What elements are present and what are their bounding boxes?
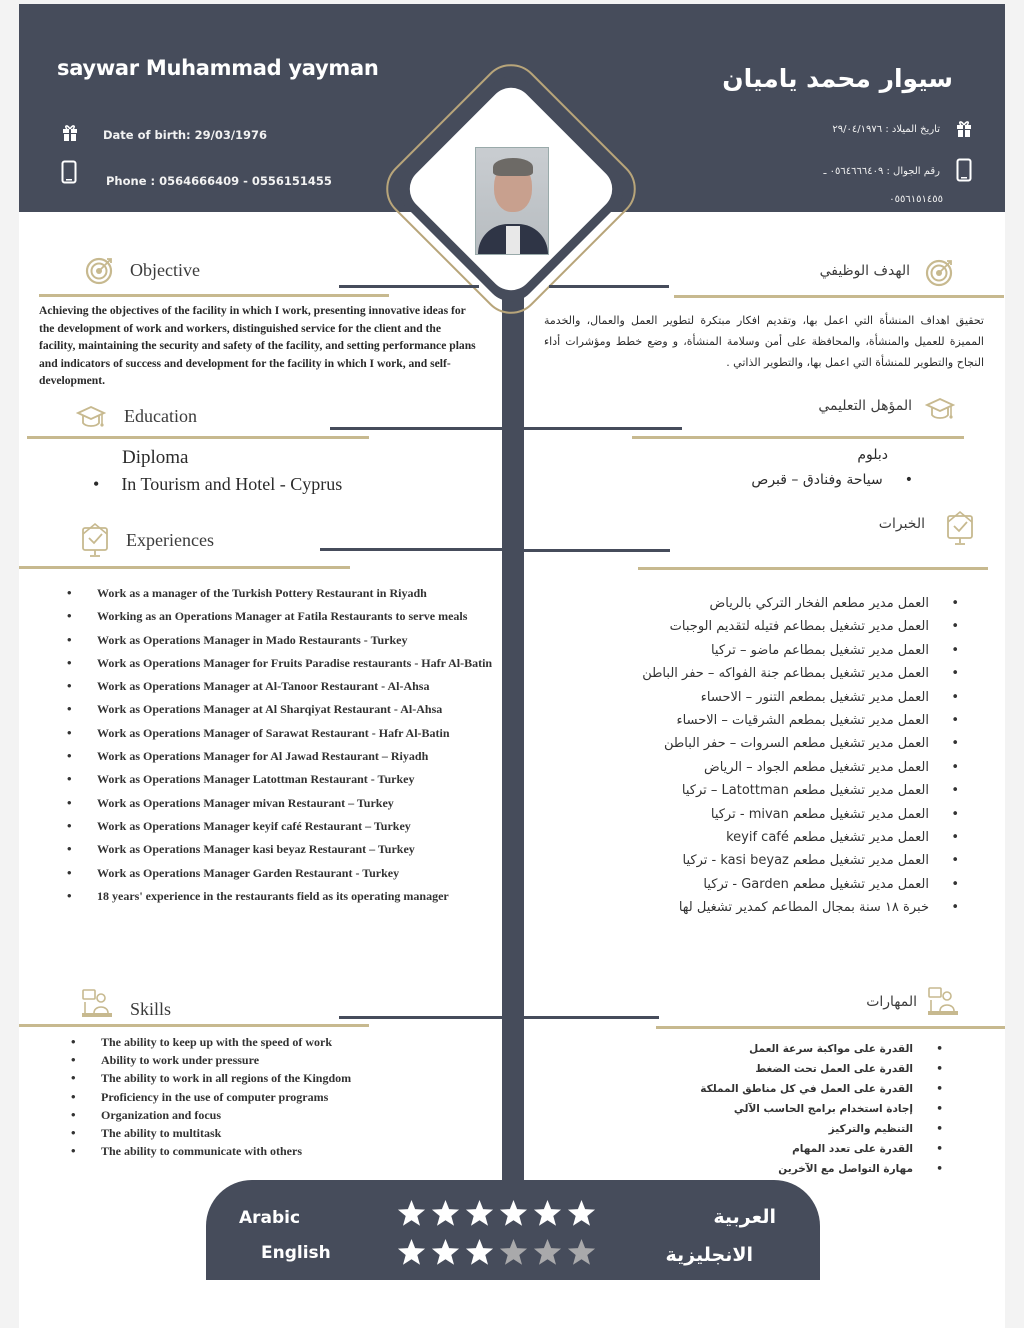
degree-ar: دبلوم xyxy=(857,447,888,463)
languages-panel xyxy=(206,1180,820,1280)
experience-item-en: • Working as an Operations Manager at Fatila Restaurants to serve meals xyxy=(67,607,492,630)
objective-accent-en xyxy=(339,285,479,288)
date-of-birth-en: Date of birth: 29/03/1976 xyxy=(103,128,268,142)
experiences-divider-en xyxy=(19,566,350,569)
experience-item-en: • Work as Operations Manager at Al-Tanoor Restaurant - Al-Ahsa xyxy=(67,677,492,700)
star-filled-icon xyxy=(396,1198,427,1229)
experience-item-en: • Work as Operations Manager at Al Sharqiyat Restaurant - Al-Ahsa xyxy=(67,700,492,723)
experience-item-ar: • العمل مدير تشغيل مطعم السروات – حفر الباطن xyxy=(642,733,959,756)
experience-item-en: • Work as Operations Manager in Mado Restaurants - Turkey xyxy=(67,631,492,654)
skills-divider-ar xyxy=(656,1026,1005,1029)
skill-item-ar: • التنظيم والتركيز xyxy=(700,1120,943,1140)
center-spine xyxy=(502,254,524,1184)
skills-title-ar: المهارات xyxy=(866,994,917,1010)
skills-list-en xyxy=(71,1034,351,1161)
star-filled-icon xyxy=(430,1198,461,1229)
presenter-icon xyxy=(927,986,959,1016)
skills-list-ar xyxy=(700,1040,943,1180)
objective-text-en: Achieving the objectives of the facility in which I work, presenting innovative ideas for the development of work and workers, distinguished service for the client and the facility, maintaining the security and safety of the facility, and setting performance plans and indicators of success and development for the facility in which I work, and self-development. xyxy=(39,304,476,387)
education-divider-ar xyxy=(632,436,964,439)
skill-item-en: • The ability to communicate with others xyxy=(71,1143,351,1161)
star-filled-icon xyxy=(498,1198,529,1229)
experience-item-en: • Work as Operations Manager Latottman Restaurant - Turkey xyxy=(67,770,492,793)
experience-item-ar: • العمل مدير تشغيل مطعم Garden - تركيا xyxy=(642,874,959,897)
english-rating xyxy=(396,1237,597,1268)
star-filled-icon xyxy=(532,1198,563,1229)
degree-field-en-text: In Tourism and Hotel - Cyprus xyxy=(121,474,343,494)
experience-item-en: • Work as Operations Manager for Fruits Paradise restaurants - Hafr Al-Batin xyxy=(67,654,492,677)
profile-photo xyxy=(475,147,549,255)
experiences-list-en xyxy=(67,584,492,910)
experiences-title-en: Experiences xyxy=(126,530,214,550)
skills-accent-en xyxy=(339,1016,502,1019)
experiences-list-ar xyxy=(642,593,959,920)
degree-field-ar: •سياحة وفنادق – قبرص xyxy=(751,472,913,488)
skill-item-en: • Ability to work under pressure xyxy=(71,1052,351,1070)
experiences-divider-ar xyxy=(638,567,988,570)
objective-accent-ar xyxy=(549,285,669,288)
experience-item-ar: • العمل مدير تشغيل مطعم keyif café xyxy=(642,827,959,850)
experience-item-ar: • العمل مدير تشغيل بمطعم التنور – الاحساء xyxy=(642,687,959,710)
name-arabic: سيوار محمد ياميان xyxy=(722,64,953,93)
experience-item-ar: • العمل مدير مطعم الفخار التركي بالرياض xyxy=(642,593,959,616)
experiences-title-ar: الخبرات xyxy=(878,516,925,532)
star-filled-icon xyxy=(396,1237,427,1268)
experience-item-ar: • العمل مدير تشغيل بمطعم الشرقيات – الاحساء xyxy=(642,710,959,733)
experience-item-ar: • العمل مدير تشغيل مطعم Latottman – تركيا xyxy=(642,780,959,803)
skill-item-ar: • مهارة التواصل مع الآخرين xyxy=(700,1160,943,1180)
education-accent-en xyxy=(330,427,502,430)
phone-ar-second: ٠٥٥٦١٥١٤٥٥ xyxy=(889,194,943,205)
experience-item-en: • Work as Operations Manager of Sarawat Restaurant - Hafr Al-Batin xyxy=(67,724,492,747)
experience-item-ar: • العمل مدير تشغيل بمطاعم فتيله لتقديم الوجبات xyxy=(642,616,959,639)
education-accent-ar xyxy=(524,427,682,430)
presenter-icon xyxy=(81,988,113,1018)
mobile-phone-icon xyxy=(61,160,77,184)
skill-item-en: • The ability to work in all regions of the Kingdom xyxy=(71,1070,351,1088)
skill-item-ar: • القدرة على مواكبة سرعة العمل xyxy=(700,1040,943,1060)
resume-page xyxy=(19,4,1005,1328)
experience-item-ar: • خبرة ١٨ سنة بمجال المطاعم كمدير تشغيل لها xyxy=(642,897,959,920)
arabic-rating xyxy=(396,1198,597,1229)
language-label-ar: العربية xyxy=(713,1206,776,1228)
experiences-accent-en xyxy=(320,548,502,551)
graduation-cap-icon xyxy=(925,394,955,424)
star-empty-icon xyxy=(532,1237,563,1268)
certificate-monitor-icon xyxy=(945,510,975,546)
objective-text-ar: تحقيق اهداف المنشأة التي اعمل بها، وتقديم افكار مبتكرة لتطوير العمل والعمال، والخدمة المميزة للعميل والمنشأة، والمحافظة على أمن وسلامة المنشأة، و وضع خطط ومؤشرات أداء النجاح والتطوير للمنشأة التي اعمل بها، والتطوير الذاتي . xyxy=(544,314,984,369)
gift-icon xyxy=(956,118,972,138)
experience-item-ar: • العمل مدير تشغيل مطعم mivan - تركيا xyxy=(642,804,959,827)
education-title-ar: المؤهل التعليمي xyxy=(818,398,912,414)
skill-item-en: • Organization and focus xyxy=(71,1107,351,1125)
skills-title-en: Skills xyxy=(130,999,172,1019)
degree-en: Diploma xyxy=(122,447,189,468)
skill-item-ar: • القدرة على العمل تحت الضغط xyxy=(700,1060,943,1080)
objective-divider-en xyxy=(39,294,389,297)
experience-item-en: • Work as a manager of the Turkish Pottery Restaurant in Riyadh xyxy=(67,584,492,607)
date-of-birth-ar: تاريخ الميلاد : ٢٩/٠٤/١٩٧٦ xyxy=(832,124,940,135)
objective-divider-ar xyxy=(674,295,1004,298)
skill-item-ar: • القدرة على تعدد المهام xyxy=(700,1140,943,1160)
skill-item-en: • Proficiency in the use of computer programs xyxy=(71,1089,351,1107)
phone-en: Phone : 0564666409 - 0556151455 xyxy=(106,174,332,188)
objective-title-en: Objective xyxy=(130,260,200,280)
star-filled-icon xyxy=(566,1198,597,1229)
graduation-cap-icon xyxy=(76,402,106,432)
education-title-en: Education xyxy=(124,406,197,426)
experience-item-ar: • العمل مدير تشغيل بمطاعم ماضو – تركيا xyxy=(642,640,959,663)
target-icon xyxy=(925,257,955,287)
objective-title-ar: الهدف الوظيفي xyxy=(819,263,910,279)
star-filled-icon xyxy=(464,1198,495,1229)
skill-item-ar: • القدرة على العمل في كل مناطق المملكة xyxy=(700,1080,943,1100)
experience-item-en: • Work as Operations Manager mivan Restaurant – Turkey xyxy=(67,794,492,817)
experience-item-en: • Work as Operations Manager Garden Restaurant - Turkey xyxy=(67,864,492,887)
skills-divider-en xyxy=(19,1024,369,1027)
experience-item-en: • Work as Operations Manager kasi beyaz Restaurant – Turkey xyxy=(67,840,492,863)
experiences-accent-ar xyxy=(524,549,670,552)
mobile-phone-icon xyxy=(956,158,972,182)
language-label-en: English xyxy=(261,1243,331,1263)
skill-item-ar: • إجادة استخدام برامج الحاسب الآلي xyxy=(700,1100,943,1120)
degree-field-ar-text: سياحة وفنادق – قبرص xyxy=(751,472,883,488)
star-empty-icon xyxy=(498,1237,529,1268)
experience-item-ar: • العمل مدير تشغيل مطعم kasi beyaz - تركيا xyxy=(642,850,959,873)
star-filled-icon xyxy=(464,1237,495,1268)
star-filled-icon xyxy=(430,1237,461,1268)
gift-icon xyxy=(62,122,78,142)
experience-item-ar: • العمل مدير تشغيل مطعم الجواد – الرياض xyxy=(642,757,959,780)
name-english: saywar Muhammad yayman xyxy=(57,56,379,80)
experience-item-ar: • العمل مدير تشغيل بمطاعم جنة الفواكه – حفر الباطن xyxy=(642,663,959,686)
skills-accent-ar xyxy=(524,1016,659,1019)
experience-item-en: • 18 years' experience in the restaurants field as its operating manager xyxy=(67,887,492,910)
language-label-ar: الانجليزية xyxy=(665,1244,753,1266)
skill-item-en: • The ability to keep up with the speed of work xyxy=(71,1034,351,1052)
star-empty-icon xyxy=(566,1237,597,1268)
experience-item-en: • Work as Operations Manager keyif café Restaurant – Turkey xyxy=(67,817,492,840)
language-label-en: Arabic xyxy=(239,1208,301,1228)
target-icon xyxy=(85,255,115,285)
skill-item-en: • The ability to multitask xyxy=(71,1125,351,1143)
experience-item-en: • Work as Operations Manager for Al Jawad Restaurant – Riyadh xyxy=(67,747,492,770)
education-divider-en xyxy=(27,436,369,439)
certificate-monitor-icon xyxy=(80,522,110,558)
phone-ar: رقم الجوال : ٠٥٦٤٦٦٦٤٠٩ ـ xyxy=(823,166,940,177)
degree-field-en: • In Tourism and Hotel - Cyprus xyxy=(93,474,343,494)
